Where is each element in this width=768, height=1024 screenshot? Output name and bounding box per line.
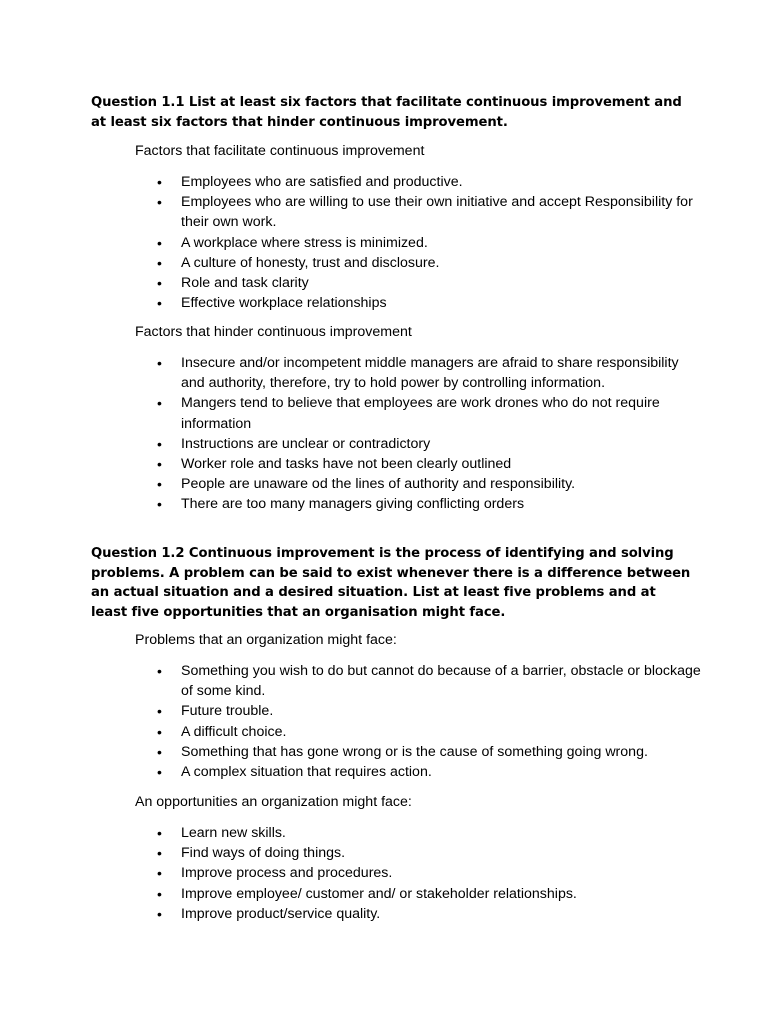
hinder-heading: Factors that hinder continuous improvement: [135, 324, 412, 340]
question-1-1: Question 1.1 List at least six factors that facilitate continuous improvement and at least six factors that hinder continuous improvement.: [91, 95, 682, 130]
opportunities-list: [181, 823, 701, 924]
opportunities-heading: An opportunities an organization might face:: [135, 794, 412, 810]
list-item: • Instructions are unclear or contradictory: [181, 434, 701, 454]
list-item: • Improve product/service quality.: [181, 904, 701, 924]
list-item: • Something that has gone wrong or is the cause of something going wrong.: [181, 742, 701, 762]
facilitate-list: [181, 172, 701, 313]
list-item: • Mangers tend to believe that employees are work drones who do not require information: [181, 393, 701, 433]
list-item: • A difficult choice.: [181, 722, 701, 742]
list-item: • People are unaware od the lines of authority and responsibility.: [181, 474, 701, 494]
problems-list: [181, 661, 701, 782]
list-item: • Learn new skills.: [181, 823, 701, 843]
list-item: • Insecure and/or incompetent middle managers are afraid to share responsibility and authority, therefore, try to hold power by controlling information.: [181, 353, 701, 393]
list-item: • A culture of honesty, trust and disclosure.: [181, 253, 701, 273]
list-item: • Role and task clarity: [181, 273, 701, 293]
list-item: • Future trouble.: [181, 701, 701, 721]
list-item: • Something you wish to do but cannot do because of a barrier, obstacle or blockage of some kind.: [181, 661, 701, 701]
facilitate-heading: Factors that facilitate continuous improvement: [135, 143, 425, 159]
list-item: • Employees who are willing to use their own initiative and accept Responsibility for their own work.: [181, 192, 701, 232]
list-item: • Find ways of doing things.: [181, 843, 701, 863]
problems-heading: Problems that an organization might face:: [135, 632, 397, 648]
list-item: • Employees who are satisfied and productive.: [181, 172, 701, 192]
list-item: • There are too many managers giving conflicting orders: [181, 494, 701, 514]
list-item: • Effective workplace relationships: [181, 293, 701, 313]
list-item: • Worker role and tasks have not been clearly outlined: [181, 454, 701, 474]
hinder-list: [181, 353, 701, 515]
list-item: • Improve employee/ customer and/ or stakeholder relationships.: [181, 884, 701, 904]
list-item: • A workplace where stress is minimized.: [181, 233, 701, 253]
list-item: • Improve process and procedures.: [181, 863, 701, 883]
list-item: • A complex situation that requires action.: [181, 762, 701, 782]
question-1-2: Question 1.2 Continuous improvement is the process of identifying and solving problems. A problem can be said to exist whenever there is a difference between an actual situation and a desired situation. List at least five problems and at least five opportunities that an organisation might face.: [91, 546, 691, 620]
